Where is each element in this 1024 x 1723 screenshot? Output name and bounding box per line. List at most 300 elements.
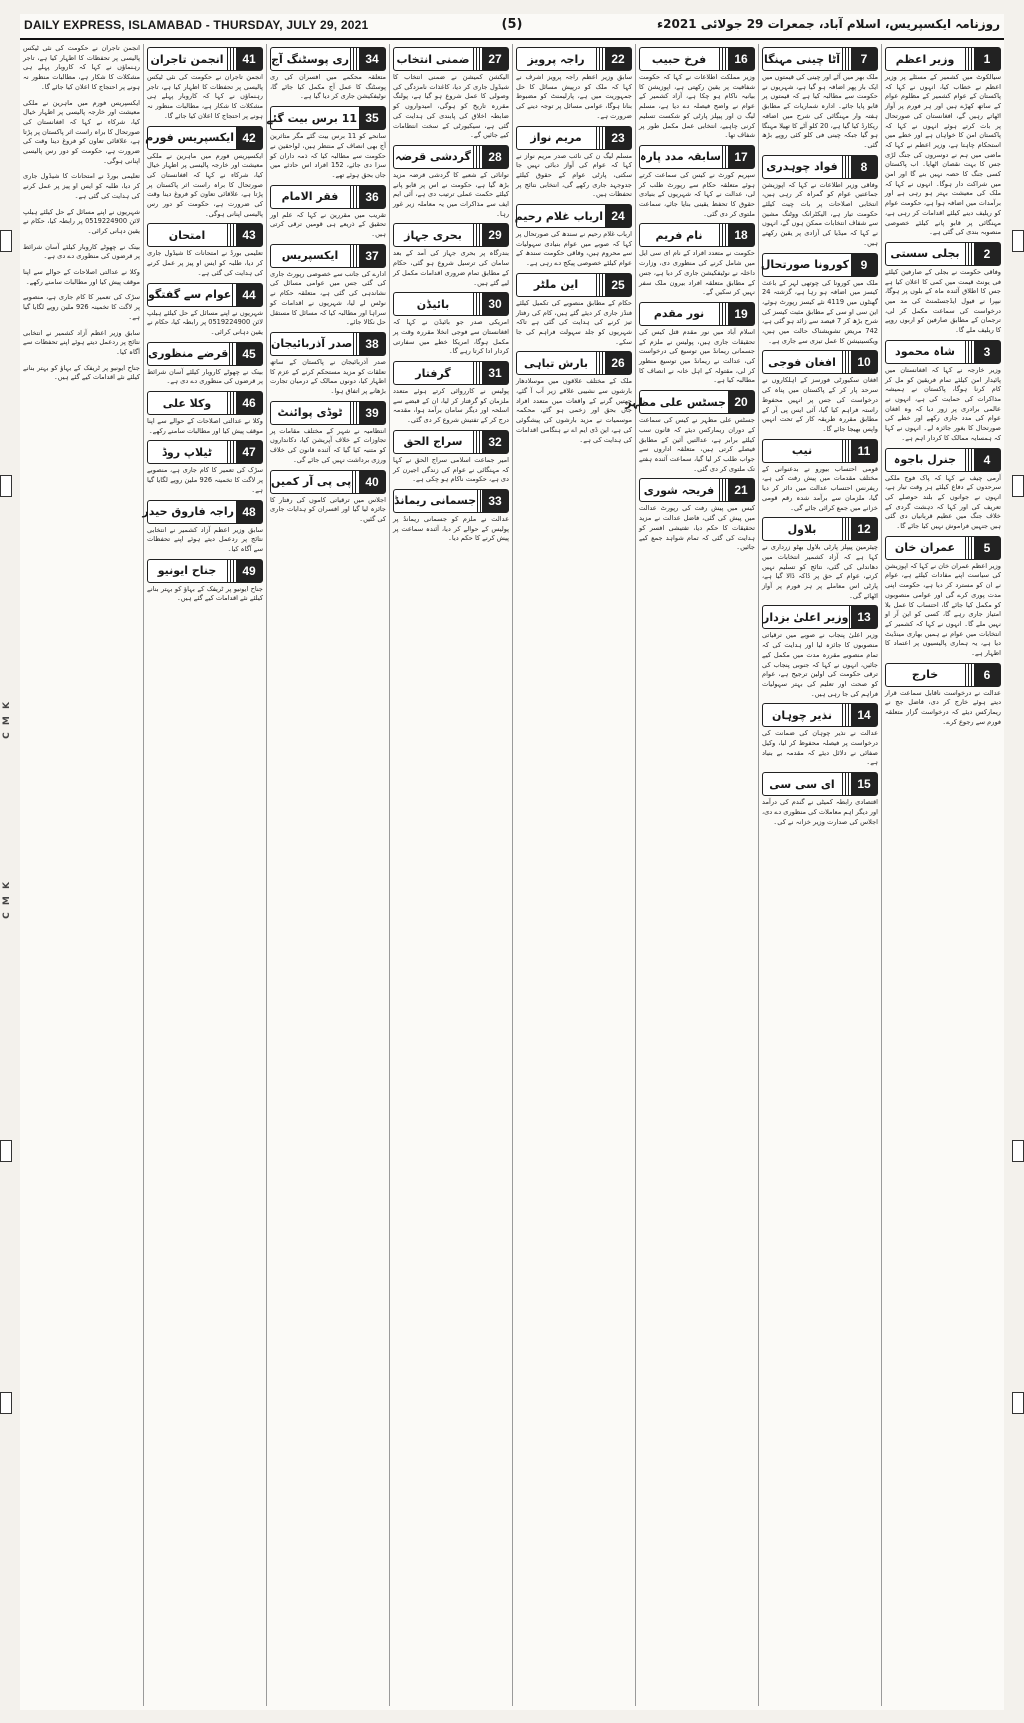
news-item-number: 41 xyxy=(236,48,262,70)
news-item-body: اسلام آباد میں نور مقدم قتل کیس کی تحقیقات جاری ہیں، پولیس نے ملزم کے جسمانی ریمانڈ میں توسیع کی درخواست کی، عدالت نے ریمانڈ میں توسیع منظور کر لی، مقتولہ کے اہل خانہ نے انصاف کا مطالبہ کیا ہے۔ xyxy=(639,327,755,385)
news-item-title: صدر آذربائیجان xyxy=(271,337,353,351)
news-item-17 xyxy=(639,145,755,220)
news-item-37 xyxy=(270,244,386,328)
news-item-body: تقریب میں مقررین نے کہا کہ علم اور تحقیق کے ذریعے ہی قومیں ترقی کرتی ہیں۔ xyxy=(270,210,386,239)
news-item-26 xyxy=(516,351,632,445)
news-item-number: 20 xyxy=(728,391,754,413)
chevron-stripes-icon xyxy=(722,146,727,168)
news-item-19 xyxy=(639,302,755,386)
news-item-title: انجمن تاجران xyxy=(150,52,224,66)
news-item-6 xyxy=(885,663,1001,728)
news-item-number: 1 xyxy=(974,48,1000,70)
chevron-stripes-icon xyxy=(842,773,850,795)
news-item-24 xyxy=(516,204,632,269)
masthead-english-dateline: DAILY EXPRESS, ISLAMABAD - THURSDAY, JULY 29, 2021 xyxy=(24,18,369,32)
news-item-title: عمران خان xyxy=(894,541,956,555)
news-item-9 xyxy=(762,253,878,347)
news-item-title: بجلی سستی xyxy=(890,247,960,261)
news-item-number: 22 xyxy=(605,48,631,70)
news-item-title: این ملٹر xyxy=(533,278,579,292)
news-item-header xyxy=(762,439,878,463)
news-item-header xyxy=(762,47,878,71)
news-item-number: 37 xyxy=(359,245,385,267)
chevron-stripes-icon xyxy=(350,186,358,208)
news-item-body: انتظامیہ نے شہر کے مختلف مقامات پر تجاوزات کے خلاف آپریشن کیا، دکانداروں کو متنبہ کیا گیا کہ آئندہ قانون کی خلاف ورزی برداشت نہیں کی جائے گی۔ xyxy=(270,426,386,464)
registration-mark-left-lower xyxy=(0,1140,12,1162)
news-item-number: 36 xyxy=(359,186,385,208)
news-item-title: نام فریم xyxy=(655,228,703,242)
news-item-header xyxy=(885,663,1001,687)
news-item-body: صدر آذربائیجان نے پاکستان کے ساتھ تعلقات کو مزید مستحکم کرنے کے عزم کا اظہار کیا، دونوں ممالک کے درمیان تجارت بڑھانے پر اتفاق ہوا۔ xyxy=(270,357,386,396)
news-item-header xyxy=(147,47,263,71)
news-item-header xyxy=(516,47,632,71)
news-item-header xyxy=(516,273,632,297)
news-item-body: ارباب غلام رحیم نے سندھ کی صورتحال پر کہا کہ صوبے میں عوام بنیادی سہولیات سے محروم ہیں، وفاقی حکومت سندھ کے عوام کیلئے خصوصی پیکج دے رہی ہے۔ xyxy=(516,230,632,268)
news-item-8 xyxy=(762,155,878,249)
news-item-title: مریم نواز xyxy=(530,131,582,145)
news-item-number: 29 xyxy=(482,224,508,246)
news-item-number: 4 xyxy=(974,449,1000,471)
news-item-title: شاہ محمود xyxy=(895,345,955,359)
news-item-header xyxy=(516,204,632,228)
column-1 xyxy=(881,44,1004,1706)
news-item-body: حکام کے مطابق منصوبے کی تکمیل کیلئے فنڈز جاری کر دیئے گئے ہیں، کام کی رفتار تیز کرنے کی ہدایت کی گئی ہے تاکہ شہریوں کو جلد سہولت فراہم کی جا سکے۔ xyxy=(516,298,632,346)
chevron-stripes-icon xyxy=(596,274,604,296)
chevron-stripes-icon xyxy=(227,392,235,414)
news-item-25 xyxy=(516,273,632,348)
news-item-title: ارباب غلام رحیم xyxy=(514,209,603,223)
news-item-18 xyxy=(639,223,755,298)
news-item-header xyxy=(762,155,878,179)
news-item-title: نذیر چوہان xyxy=(771,708,833,722)
news-item-body: جناح ایونیو پر ٹریفک کے بہاؤ کو بہتر بنانے کیلئے نئے اقدامات کیے گئے ہیں۔ xyxy=(147,584,263,603)
news-item-header xyxy=(147,391,263,415)
news-item-title: جنرل باجوہ xyxy=(893,453,957,466)
chevron-stripes-icon xyxy=(473,293,481,315)
news-item-title: ایکسپریس فورم xyxy=(145,131,234,145)
news-item-49 xyxy=(147,559,263,604)
news-item-body: وزیر اعلیٰ پنجاب نے صوبے میں ترقیاتی منصوبوں کا جائزہ لیا اور ہدایت کی کہ تمام منصوبے مقررہ مدت میں مکمل کیے جائیں، انہوں نے کہا کہ جنوبی پنجاب کی ترقی حکومت کی اولین ترجیح ہے، عوام کو صحت اور تعلیم کی بہتر سہولیات فراہم کی جا رہی ہیں۔ xyxy=(762,631,878,698)
news-item-body: سابق وزیر اعظم راجہ پرویز اشرف نے کہا کہ ملک کو درپیش مسائل کا حل جمہوریت میں ہے، پارلیمنٹ کو مضبوط بنانا ہوگا، عوامی مسائل پر توجہ دینے کی ضرورت ہے۔ xyxy=(516,73,632,120)
news-item-title: نیب xyxy=(791,444,813,458)
news-item-body: شہریوں نے اپنے مسائل کے حل کیلئے ہیلپ لائن 0519224900 پر رابطہ کیا، حکام نے یقین دہانی کرائی۔ xyxy=(147,308,263,336)
chevron-stripes-icon xyxy=(842,704,850,726)
news-item-header xyxy=(147,342,263,366)
news-item-header xyxy=(270,401,386,425)
news-item-body: وزیر مملکت اطلاعات نے کہا کہ حکومت شفافیت پر یقین رکھتی ہے، اپوزیشن کا بیانیہ ناکام ہو چکا ہے، آزاد کشمیر کے عوام نے واضح فیصلہ دے دیا ہے، مسلم لیگ ن اور پیپلز پارٹی کو شکست تسلیم کرنی چاہیے، انتخابی عمل مکمل طور پر شفاف تھا۔ xyxy=(639,73,755,140)
news-item-21 xyxy=(639,478,755,553)
news-item-title: جناح ایونیو xyxy=(157,564,217,578)
news-item-22 xyxy=(516,47,632,122)
news-item-35 xyxy=(266,106,386,181)
news-item-title: بائیڈن xyxy=(416,297,450,311)
news-item-header xyxy=(270,47,386,71)
news-item-body: اجلاس میں ترقیاتی کاموں کی رفتار کا جائزہ لیا گیا اور افسران کو ہدایات جاری کی گئیں۔ xyxy=(270,495,386,523)
news-item-body: ملک میں کورونا کی چوتھی لہر کے باعث کیسز میں اضافہ ہو رہا ہے، گزشتہ 24 گھنٹوں میں 4119 نئے کیسز رپورٹ ہوئے، این سی او سی کے مطابق مثبت کیسز کی شرح بڑھ کر 7 فیصد سے زائد ہو گئی ہے، 742 مریض تشویشناک حالت میں ہیں، ویکسینیشن کا عمل تیزی سے جاری ہے۔ xyxy=(762,278,878,345)
news-item-3 xyxy=(885,340,1001,444)
news-item-number: 16 xyxy=(728,48,754,70)
news-item-body: متعلقہ محکمے میں افسران کی ری پوسٹنگ کا عمل آج مکمل کیا جائے گا، نوٹیفکیشن جاری کر دیا گیا ہے۔ xyxy=(270,73,386,101)
news-item-header xyxy=(885,47,1001,71)
news-item-number: 43 xyxy=(236,224,262,246)
chevron-stripes-icon xyxy=(473,146,481,168)
news-item-title: راجہ پرویز xyxy=(527,52,585,66)
news-item-number: 39 xyxy=(359,402,385,424)
news-item-number: 33 xyxy=(482,490,508,512)
chevron-stripes-icon xyxy=(473,224,481,246)
news-item-title: راجہ فاروق حیدر xyxy=(142,505,234,519)
news-item-header xyxy=(625,390,755,414)
news-item-title: عوام سے گفتگو xyxy=(148,288,232,302)
news-item-number: 40 xyxy=(359,471,385,493)
registration-mark-left-top xyxy=(0,230,12,252)
news-item-number: 5 xyxy=(974,537,1000,559)
news-item-body: امریکی صدر جو بائیڈن نے کہا کہ افغانستان سے فوجی انخلا مقررہ وقت پر مکمل ہوگا، امریکا خطے میں سفارتی کردار ادا کرتا رہے گا۔ xyxy=(393,318,509,356)
news-item-1 xyxy=(885,47,1001,238)
news-item-43 xyxy=(147,223,263,278)
news-item-body: وفاقی وزیر اطلاعات نے کہا کہ اپوزیشن جماعتیں عوام کو گمراہ کر رہی ہیں، انتخابی اصلاحات پر بات چیت کیلئے حکومت تیار ہے، الیکٹرانک ووٹنگ مشین سے شفاف انتخابات ممکن ہوں گے، انہوں نے کہا کہ میڈیا کی آزادی پر یقین رکھتے ہیں۔ xyxy=(762,180,878,247)
cmyk-label-upper: C M K xyxy=(2,700,12,739)
news-item-title: گردشی قرضہ xyxy=(395,150,471,164)
news-item-title: وزیر اعلیٰ بزدار xyxy=(763,610,849,624)
news-item-number: 9 xyxy=(851,254,877,276)
news-item-header xyxy=(393,361,509,385)
page-number: (5) xyxy=(501,17,523,32)
news-item-body: انجمن تاجران نے حکومت کی نئی ٹیکس پالیسی پر تحفظات کا اظہار کیا ہے، تاجر رہنماؤں نے کہا کہ کاروبار پہلے ہی مشکلات کا شکار ہے، مطالبات منظور نہ ہونے پر احتجاج کا اعلان کیا جائے گا۔ xyxy=(147,73,263,120)
news-item-number: 28 xyxy=(482,146,508,168)
news-item-header xyxy=(147,559,263,583)
news-item-body: عدالت نے ملزم کو جسمانی ریمانڈ پر پولیس کے حوالے کر دیا، آئندہ سماعت پر پیش کرنے کا حکم دیا۔ xyxy=(393,514,509,543)
news-item-number: 45 xyxy=(236,343,262,365)
column-5 xyxy=(389,44,512,1706)
news-item-header xyxy=(393,489,509,513)
news-item-body: حکومت نے متعدد افراد کے نام ای سی ایل میں شامل کرنے کی منظوری دی، وزارت داخلہ نے نوٹیفکیشن جاری کر دیا ہے، جس کے مطابق متعلقہ افراد بیرون ملک سفر نہیں کر سکیں گے۔ xyxy=(639,249,755,297)
newspaper-page xyxy=(20,14,1004,1710)
news-item-body: سپریم کورٹ نے کیس کی سماعت کرتے ہوئے متعلقہ حکام سے رپورٹ طلب کر لی، عدالت نے کہا کہ شہریوں کے بنیادی حقوق کا تحفظ یقینی بنایا جائے، سماعت ملتوی کر دی گئی۔ xyxy=(639,170,755,218)
news-item-number: 12 xyxy=(851,518,877,540)
news-item-title: افغان فوجی xyxy=(768,355,836,369)
chevron-stripes-icon xyxy=(350,245,358,267)
news-item-body: پولیس نے کارروائی کرتے ہوئے متعدد ملزمان کو گرفتار کر لیا، ان کے قبضے سے اسلحہ اور دیگر سامان برآمد ہوا، مقدمہ درج کر کے تفتیش شروع کر دی گئی۔ xyxy=(393,387,509,425)
news-item-number: 34 xyxy=(359,48,385,70)
news-item-body: کیس میں پیش رفت کی رپورٹ عدالت میں پیش کی گئی، فاضل عدالت نے مزید تحقیقات کا حکم دیا، تفتیشی افسر کو ہدایت کی گئی کہ تمام شواہد جمع کیے جائیں۔ xyxy=(639,504,755,552)
news-item-body: مسلم لیگ ن کی نائب صدر مریم نواز نے کہا کہ عوام کی آواز دبائی نہیں جا سکتی، پارٹی عوام کے حقوق کیلئے جدوجہد جاری رکھے گی، انتخابی نتائج پر تحفظات ہیں۔ xyxy=(516,151,632,199)
news-item-body: ادارے کی جانب سے خصوصی رپورٹ جاری کی گئی جس میں عوامی مسائل کی نشاندہی کی گئی ہے، متعلقہ حکام نے نوٹس لے لیا، شہریوں نے اقدامات کو سراہا اور مطالبہ کیا کہ مسائل کا مستقل حل نکالا جائے۔ xyxy=(270,269,386,327)
news-item-number: 17 xyxy=(728,146,754,168)
chevron-stripes-icon xyxy=(719,224,727,246)
masthead-urdu-dateline: روزنامہ ایکسپریس، اسلام آباد، جمعرات 29 جولائی 2021ء xyxy=(657,17,1000,31)
news-item-title: ایکسپریس xyxy=(281,249,339,263)
chevron-stripes-icon xyxy=(227,48,235,70)
news-item-10 xyxy=(762,350,878,434)
news-item-header xyxy=(393,430,509,454)
news-item-title: بارش تباہی xyxy=(524,356,588,370)
masthead xyxy=(20,14,1004,40)
news-item-number: 26 xyxy=(605,352,631,374)
continuation-text: انجمن تاجران نے حکومت کی نئی ٹیکس پالیسی پر تحفظات کا اظہار کیا ہے، تاجر رہنماؤں نے کہا کہ کاروبار پہلے ہی مشکلات کا شکار ہے، مطالبات منظور نہ ہونے پر احتجاج کا اعلان کیا جائے گا۔ xyxy=(23,44,140,91)
news-item-title: کورونا صورتحال xyxy=(760,258,849,272)
news-item-13 xyxy=(762,605,878,699)
chevron-stripes-icon xyxy=(227,441,235,463)
news-item-body: افغان سکیورٹی فورسز کے اہلکاروں نے سرحد پار کر کے پاکستان میں پناہ کی درخواست کی جس پر انہیں محفوظ راستہ فراہم کیا گیا، آئی ایس پی آر کے مطابق مقررہ طریقہ کار کے تحت انہیں واپس بھیجا جائے گا۔ xyxy=(762,376,878,433)
news-item-number: 24 xyxy=(605,205,631,227)
news-item-48 xyxy=(142,500,263,555)
news-item-number: 35 xyxy=(359,107,385,129)
chevron-stripes-icon xyxy=(473,362,481,384)
news-item-number: 3 xyxy=(974,341,1000,363)
news-item-title: ضمنی انتخاب xyxy=(396,52,470,66)
news-item-number: 32 xyxy=(482,431,508,453)
news-item-header xyxy=(147,223,263,247)
news-item-number: 46 xyxy=(236,392,262,414)
news-item-title: آٹا چینی مہنگا xyxy=(763,52,840,66)
news-item-title: 11 برس بیت گئے xyxy=(266,111,357,125)
news-item-31 xyxy=(393,361,509,426)
news-item-title: نور مقدم xyxy=(653,307,705,321)
news-item-header xyxy=(639,478,755,502)
news-item-number: 6 xyxy=(974,664,1000,686)
column-3 xyxy=(625,44,758,1706)
chevron-stripes-icon xyxy=(965,664,973,686)
news-item-body: ملک کے مختلف علاقوں میں موسلادھار بارشوں سے نشیبی علاقے زیر آب آ گئے، چھتیں گرنے کے واقعات میں متعدد افراد جاں بحق اور زخمی ہو گئے، محکمہ موسمیات نے مزید بارشوں کی پیشگوئی کی ہے، این ڈی ایم اے نے ہنگامی اقدامات کی ہدایت کی ہے۔ xyxy=(516,377,632,444)
news-item-number: 31 xyxy=(482,362,508,384)
continuation-text: سڑک کی تعمیر کا کام جاری ہے، منصوبے پر لاگت کا تخمینہ 926 ملین روپے لگایا گیا ہے۔ xyxy=(23,293,140,321)
news-item-body: الیکشن کمیشن نے ضمنی انتخاب کا شیڈول جاری کر دیا، کاغذات نامزدگی کی وصولی کا عمل شروع ہو گیا ہے، پولنگ مقررہ تاریخ کو ہوگی، امیدواروں کو ضابطہ اخلاق کی پابندی کی ہدایت کی گئی ہے، سیکیورٹی کے سخت انتظامات کیے جائیں گے۔ xyxy=(393,73,509,140)
news-item-number: 8 xyxy=(851,156,877,178)
news-item-title: وکلا علی xyxy=(162,396,212,410)
news-item-header xyxy=(516,351,632,375)
chevron-stripes-icon xyxy=(350,402,358,424)
news-item-title: ٹیلاپ روڈ xyxy=(162,445,212,459)
news-item-body: بینک نے چھوٹے کاروبار کیلئے آسان شرائط پر قرضوں کی منظوری دے دی ہے۔ xyxy=(147,367,263,386)
news-item-title: فرخ حبیب xyxy=(651,52,707,66)
news-item-number: 2 xyxy=(974,243,1000,265)
news-item-47 xyxy=(147,440,263,495)
news-item-header xyxy=(270,332,386,356)
news-item-header xyxy=(393,145,509,169)
registration-mark-left-mid xyxy=(0,475,12,497)
news-item-body: جسٹس علی مظہر نے کیس کی سماعت کے دوران ریمارکس دیئے کہ قانون سب کیلئے برابر ہے، عدالتیں آئین کے مطابق فیصلے کرتی ہیں، متعلقہ اداروں سے جواب طلب کر لیا گیا، سماعت آئندہ ہفتے تک ملتوی کر دی گئی۔ xyxy=(639,416,755,473)
news-item-5 xyxy=(885,536,1001,659)
news-item-header xyxy=(393,292,509,316)
news-item-44 xyxy=(147,283,263,338)
news-item-header xyxy=(639,47,755,71)
chevron-stripes-icon xyxy=(719,48,727,70)
news-item-body: سانحے کو 11 برس بیت گئے مگر متاثرین آج بھی انصاف کے منتظر ہیں، لواحقین نے حکومت سے مطالبہ کیا کہ ذمہ داران کو سزا دی جائے، 152 افراد اس حادثے میں جاں بحق ہوئے تھے۔ xyxy=(270,132,386,179)
news-item-title: بحری جہاز xyxy=(404,228,462,242)
news-item-header xyxy=(639,302,755,326)
chevron-stripes-icon xyxy=(229,343,235,365)
news-item-title: گرفتار xyxy=(415,366,451,380)
news-item-body: تعلیمی بورڈ نے امتحانات کا شیڈول جاری کر دیا، طلبہ کو ایس او پیز پر عمل کرنے کی ہدایت کی گئی ہے۔ xyxy=(147,249,263,277)
news-item-header xyxy=(266,106,386,130)
news-item-32 xyxy=(393,430,509,485)
continuation-text: بینک نے چھوٹے کاروبار کیلئے آسان شرائط پر قرضوں کی منظوری دے دی ہے۔ xyxy=(23,242,140,261)
columns-container xyxy=(20,44,1004,1706)
news-item-36 xyxy=(270,185,386,240)
news-item-body: ملک بھر میں آٹے اور چینی کی قیمتوں میں ایک بار پھر اضافہ ہو گیا ہے، شہریوں نے حکومت سے مطالبہ کیا ہے کہ قیمتوں پر قابو پایا جائے۔ ادارہ شماریات کے مطابق ہفتہ وار مہنگائی کی شرح میں اضافہ ریکارڈ کیا گیا ہے، 20 کلو آٹے کا تھیلا مہنگا ہو گیا جبکہ چینی فی کلو کئی روپے بڑھ گئی۔ xyxy=(762,73,878,149)
news-item-body: اقتصادی رابطہ کمیٹی نے گندم کی درآمد اور دیگر اہم معاملات کی منظوری دے دی، اجلاس کی صدارت وزیر خزانہ نے کی۔ xyxy=(762,798,878,826)
registration-mark-right-mid xyxy=(1012,475,1024,497)
continuation-text: شہریوں نے اپنے مسائل کے حل کیلئے ہیلپ لائن 0519224900 پر رابطہ کیا، حکام نے یقین دہانی کرائی۔ xyxy=(23,207,140,235)
news-item-15 xyxy=(762,772,878,827)
news-item-header xyxy=(147,126,263,150)
news-item-title: سابقہ مدد پارہ xyxy=(640,150,721,164)
news-item-41 xyxy=(147,47,263,122)
news-item-body: وکلا نے عدالتی اصلاحات کے حوالے سے اپنا موقف پیش کیا اور مطالبات سامنے رکھے۔ xyxy=(147,417,263,435)
chevron-stripes-icon xyxy=(849,606,850,628)
news-item-title: ری پوسٹنگ آج xyxy=(271,52,349,66)
chevron-stripes-icon xyxy=(965,449,973,471)
news-item-number: 47 xyxy=(236,441,262,463)
news-item-header xyxy=(393,47,509,71)
news-item-body: وزیر خارجہ نے کہا کہ افغانستان میں پائیدار امن کیلئے تمام فریقین کو مل کر کام کرنا ہوگا، پاکستان نے ہمیشہ مذاکرات کی حمایت کی ہے، انہوں نے عالمی برادری پر زور دیا کہ وہ افغان عوام کی مدد جاری رکھے اور خطے کی صورتحال کا بغور جائزہ لے۔ انہوں نے کہا کہ ہمسایہ ممالک کا کردار اہم ہے۔ xyxy=(885,365,1001,442)
news-item-title: فریحہ شوری xyxy=(643,483,715,497)
news-item-body: توانائی کے شعبے کا گردشی قرضہ مزید بڑھ گیا ہے، حکومت نے اس پر قابو پانے کیلئے حکمت عملی ترتیب دی ہے، آئی ایم ایف سے مذاکرات میں یہ معاملہ زیر غور رہا۔ xyxy=(393,170,509,218)
news-item-body: وزیر اعظم عمران خان نے کہا کہ اپوزیشن کی سیاست اپنے مفادات کیلئے ہے، عوام نے ان کو مسترد کر دیا ہے، حکومت اپنی مدت پوری کرے گی اور عوامی منصوبوں کو مکمل کیا جائے گا، احتساب کا عمل بلا امتیاز جاری رہے گا، کسی کو این آر او نہیں ملے گا۔ انہوں نے کہا کہ کشمیر کے انتخابات میں عوام نے ہمیں بھاری مینڈیٹ دیا ہے، یہ ہماری پالیسیوں پر اعتماد کا اظہار ہے۔ xyxy=(885,561,1001,658)
news-item-45 xyxy=(147,342,263,387)
chevron-stripes-icon xyxy=(596,352,604,374)
news-item-number: 10 xyxy=(851,351,877,373)
news-item-title: ای سی سی xyxy=(769,777,835,791)
chevron-stripes-icon xyxy=(232,284,235,306)
news-item-header xyxy=(762,350,878,374)
news-item-number: 14 xyxy=(851,704,877,726)
news-item-39 xyxy=(270,401,386,466)
continuation-text: وکلا نے عدالتی اصلاحات کے حوالے سے اپنا موقف پیش کیا اور مطالبات سامنے رکھے۔ xyxy=(23,268,140,286)
chevron-stripes-icon xyxy=(842,48,850,70)
chevron-stripes-icon xyxy=(353,333,358,355)
news-item-number: 38 xyxy=(359,333,385,355)
news-item-body: امیر جماعت اسلامی سراج الحق نے کہا کہ مہنگائی نے عوام کی زندگی اجیرن کر دی ہے، حکومت ناکام ہو چکی ہے۔ xyxy=(393,455,509,484)
news-item-body: عدالت نے درخواست ناقابل سماعت قرار دیتے ہوئے خارج کر دی، فاضل جج نے ریمارکس دیئے کہ درخواست گزار متعلقہ فورم سے رجوع کرے۔ xyxy=(885,688,1001,726)
news-item-header xyxy=(762,772,878,796)
news-item-20 xyxy=(625,390,755,474)
registration-mark-right-bottom xyxy=(1012,1392,1024,1414)
news-item-header xyxy=(885,448,1001,472)
news-item-number: 30 xyxy=(482,293,508,315)
continuation-text: ایکسپریس فورم میں ماہرین نے ملکی معیشت اور خارجہ پالیسی پر اظہار خیال کیا، شرکاء نے کہا کہ افغانستان کی صورتحال کا براہ راست اثر پاکستان پر پڑتا ہے، علاقائی تعاون کو فروغ دینا وقت کی ضرورت ہے، حکومت کو دور رس پالیسی اپنانی ہوگی۔ xyxy=(23,98,140,165)
news-item-title: فواد چوہدری xyxy=(766,160,838,174)
chevron-stripes-icon xyxy=(227,224,235,246)
news-item-23 xyxy=(516,126,632,201)
news-item-header xyxy=(762,253,878,277)
chevron-stripes-icon xyxy=(842,518,850,540)
chevron-stripes-icon xyxy=(965,537,973,559)
chevron-stripes-icon xyxy=(842,156,850,178)
chevron-stripes-icon xyxy=(965,48,973,70)
news-item-title: امتحان xyxy=(168,228,206,242)
news-item-number: 27 xyxy=(482,48,508,70)
news-item-number: 23 xyxy=(605,127,631,149)
news-item-number: 19 xyxy=(728,303,754,325)
news-item-number: 15 xyxy=(851,773,877,795)
news-item-number: 49 xyxy=(236,560,262,582)
column-8 xyxy=(20,44,143,1706)
news-item-title: وزیر اعظم xyxy=(895,52,955,66)
news-item-header xyxy=(885,340,1001,364)
cmyk-label-lower: C M K xyxy=(2,880,12,919)
news-item-title: پی پی آر کمیں xyxy=(271,475,352,489)
news-item-38 xyxy=(270,332,386,397)
registration-mark-right-lower xyxy=(1012,1140,1024,1162)
chevron-stripes-icon xyxy=(227,560,235,582)
news-item-header xyxy=(516,126,632,150)
news-item-header xyxy=(639,223,755,247)
news-item-28 xyxy=(393,145,509,220)
news-item-header xyxy=(639,145,755,169)
news-item-number: 21 xyxy=(728,479,754,501)
news-item-body: بندرگاہ پر بحری جہاز کی آمد کے بعد سامان کی ترسیل شروع ہو گئی، حکام کے مطابق تمام ضروری اقدامات مکمل کر لیے گئے ہیں۔ xyxy=(393,249,509,287)
news-item-header xyxy=(147,283,263,307)
news-item-2 xyxy=(885,242,1001,336)
news-item-number: 11 xyxy=(851,440,877,462)
news-item-33 xyxy=(393,489,509,544)
news-item-header xyxy=(393,223,509,247)
news-item-46 xyxy=(147,391,263,436)
registration-mark-left-bottom xyxy=(0,1392,12,1414)
news-item-title: بلاول xyxy=(787,522,817,536)
registration-mark-right-top xyxy=(1012,230,1024,252)
news-item-42 xyxy=(147,126,263,220)
news-item-body: سڑک کی تعمیر کا کام جاری ہے، منصوبے پر لاگت کا تخمینہ 926 ملین روپے لگایا گیا ہے۔ xyxy=(147,466,263,494)
news-item-number: 44 xyxy=(236,284,262,306)
news-item-number: 18 xyxy=(728,224,754,246)
news-item-number: 13 xyxy=(851,606,877,628)
continuation-text: جناح ایونیو پر ٹریفک کے بہاؤ کو بہتر بنانے کیلئے نئے اقدامات کیے گئے ہیں۔ xyxy=(23,363,140,382)
news-item-body: ایکسپریس فورم میں ماہرین نے ملکی معیشت اور خارجہ پالیسی پر اظہار خیال کیا، شرکاء نے کہا کہ افغانستان کی صورتحال کا براہ راست اثر پاکستان پر پڑتا ہے، علاقائی تعاون کو فروغ دینا وقت کی ضرورت ہے، حکومت کو دور رس پالیسی اپنانی ہوگی۔ xyxy=(147,151,263,218)
news-item-header xyxy=(885,536,1001,560)
news-item-header xyxy=(762,703,878,727)
news-item-body: عدالت نے نذیر چوہان کی ضمانت کی درخواست پر فیصلہ محفوظ کر لیا، وکیل صفائی نے دلائل دیئے کہ مقدمہ بے بنیاد ہے۔ xyxy=(762,729,878,767)
column-7 xyxy=(143,44,266,1706)
news-item-16 xyxy=(639,47,755,141)
continuation-text: تعلیمی بورڈ نے امتحانات کا شیڈول جاری کر دیا، طلبہ کو ایس او پیز پر عمل کرنے کی ہدایت کی گئی ہے۔ xyxy=(23,172,140,200)
chevron-stripes-icon xyxy=(965,341,973,363)
news-item-40 xyxy=(270,470,386,525)
news-item-11 xyxy=(762,439,878,514)
chevron-stripes-icon xyxy=(965,243,973,265)
news-item-header xyxy=(270,244,386,268)
news-item-header xyxy=(142,500,263,524)
news-item-title: فقر الامام xyxy=(281,190,339,204)
news-item-4 xyxy=(885,448,1001,532)
chevron-stripes-icon xyxy=(477,490,481,512)
news-item-title: جسٹس علی مظہر xyxy=(625,395,726,409)
news-item-number: 7 xyxy=(851,48,877,70)
chevron-stripes-icon xyxy=(473,431,481,453)
column-4 xyxy=(512,44,635,1706)
chevron-stripes-icon xyxy=(842,351,850,373)
column-6 xyxy=(266,44,389,1706)
news-item-header xyxy=(762,605,878,629)
chevron-stripes-icon xyxy=(596,48,604,70)
news-item-body: قومی احتساب بیورو نے بدعنوانی کے مختلف مقدمات میں پیش رفت کی ہے، ریفرنس احتساب عدالت میں دائر کر دیا گیا، ملزمان سے برآمد شدہ رقم قومی خزانے میں جمع کرائی جائے گی۔ xyxy=(762,464,878,512)
news-item-number: 42 xyxy=(236,127,262,149)
chevron-stripes-icon xyxy=(719,303,727,325)
chevron-stripes-icon xyxy=(350,48,358,70)
chevron-stripes-icon xyxy=(352,471,358,493)
news-item-body: سابق وزیر اعظم آزاد کشمیر نے انتخابی نتائج پر ردعمل دیتے ہوئے اپنے تحفظات سے آگاہ کیا۔ xyxy=(147,525,263,553)
news-item-header xyxy=(147,440,263,464)
news-item-header xyxy=(885,242,1001,266)
news-item-number: 48 xyxy=(236,501,262,523)
news-item-12 xyxy=(762,517,878,601)
news-item-body: آرمی چیف نے کہا کہ پاک فوج ملکی سرحدوں کے دفاع کیلئے ہر وقت تیار ہے، انہوں نے جوانوں کے بلند حوصلے کی تعریف کی اور کہا کہ دہشت گردی کے خلاف جنگ میں عظیم قربانیاں دی گئی ہیں جنہیں فراموش نہیں کیا جائے گا۔ xyxy=(885,473,1001,531)
news-item-27 xyxy=(393,47,509,141)
news-item-body: وفاقی حکومت نے بجلی کے صارفین کیلئے فی یونٹ قیمت میں کمی کا اعلان کیا ہے جس کا اطلاق آئندہ ماہ کے بلوں پر ہوگا، نیپرا نے فیول ایڈجسٹمنٹ کی مد میں درخواست کی سماعت مکمل کر لی، ترجمان کے مطابق صارفین کو اربوں روپے کا ریلیف ملے گا۔ xyxy=(885,267,1001,335)
news-item-34 xyxy=(270,47,386,102)
